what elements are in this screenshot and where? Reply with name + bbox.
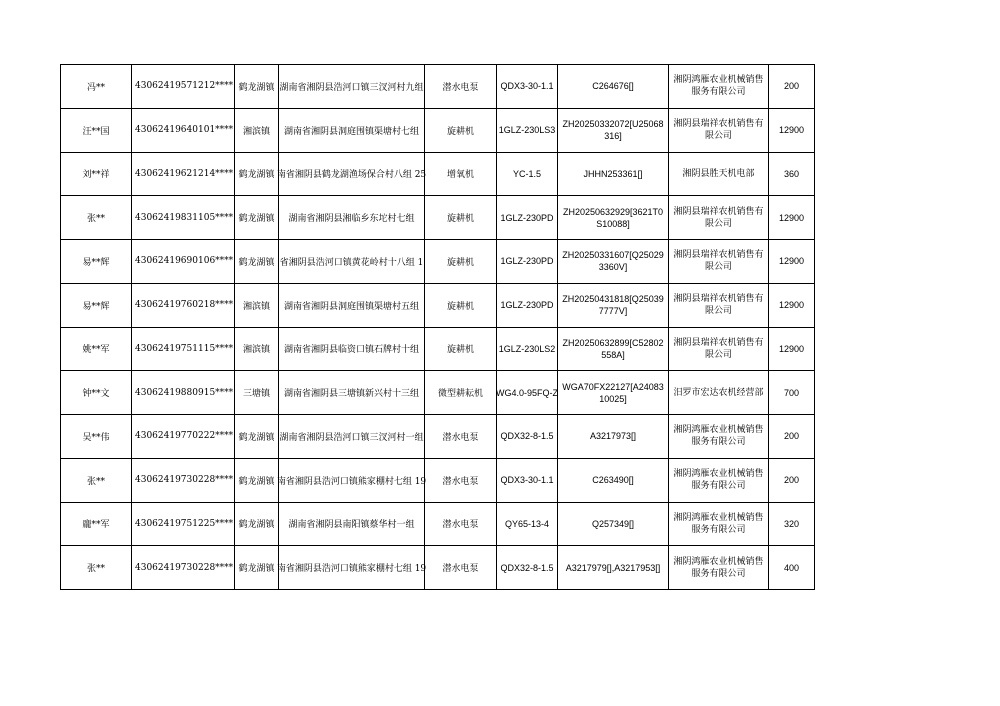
id-no-text: 43062419730228**** [135,475,234,486]
cell-machine [425,240,497,284]
cell-amount [769,283,815,327]
cell-name [61,371,132,415]
cell-town [235,415,279,459]
cell-machine [425,458,497,502]
cell-id-no [132,240,235,284]
model-text: QDX32-8-1.5 [500,562,554,573]
name-text: 易**辉 [82,301,110,312]
cell-model [497,458,558,502]
id-no-text: 43062419640101**** [135,125,234,136]
id-no-text: 43062419621214**** [135,168,234,179]
cell-amount [769,371,815,415]
serial-text: C263490[] [592,475,634,486]
cell-id-no [132,327,235,371]
dealer-text: 湘阴鸿雁农业机械销售服务有限公司 [673,469,764,492]
machine-text: 旋耕机 [446,126,474,137]
machine-text: 增氧机 [446,170,474,181]
cell-address [279,371,425,415]
amount-text: 12900 [778,300,805,311]
cell-dealer [669,65,769,109]
amount-text: 12900 [778,256,805,267]
cell-model [497,65,558,109]
cell-name [61,240,132,284]
cell-dealer [669,371,769,415]
clip-container [428,80,493,93]
cell-dealer [669,108,769,152]
clip-container [500,81,554,91]
clip-container [279,255,424,268]
machine-text: 潜水电泵 [442,564,479,575]
cell-id-no [132,546,235,590]
clip-container [282,211,421,224]
clip-container [276,167,427,181]
cell-machine [425,502,497,546]
clip-container [428,561,493,574]
cell-name [61,108,132,152]
id-no-text: 43062419751115**** [135,343,234,354]
clip-container [282,342,421,355]
clip-container [500,475,554,485]
dealer-text: 湘阴鸿雁农业机械销售服务有限公司 [673,425,764,448]
name-text: 刘**祥 [82,170,110,181]
clip-container [428,211,493,224]
cell-town [235,546,279,590]
table-row [61,108,815,152]
table-body [61,65,815,590]
dealer-text: 湘阴鸿雁农业机械销售服务有限公司 [673,556,764,579]
table-row [61,65,815,109]
model-text: YC-1.5 [512,168,541,179]
clip-container [238,474,275,487]
clip-container [500,300,554,310]
cell-dealer [669,458,769,502]
machine-text: 旋耕机 [446,214,474,225]
cell-dealer [669,502,769,546]
serial-text: ZH20250632929[3621T0S10088] [562,206,664,229]
cell-amount [769,152,815,196]
name-text: 钟**文 [82,389,110,400]
town-text: 三塘镇 [242,389,270,400]
cell-id-no [132,371,235,415]
cell-dealer [669,283,769,327]
dealer-text: 湘阴县瑞祥农机销售有限公司 [673,294,764,317]
clip-container [238,211,275,224]
clip-container [428,299,493,312]
name-text: 龐**军 [82,520,110,531]
cell-model [497,327,558,371]
clip-container [282,517,421,530]
model-text: 1GLZ-230PD [500,300,554,311]
table-row [61,502,815,546]
address-text: 南省湘阴县浩河口镇熊家棚村七组 19 [276,476,427,487]
cell-amount [769,327,815,371]
address-text: 湖南省湘阴县浩河口镇三汊河村九组 [279,82,424,93]
cell-model [497,415,558,459]
amount-text: 200 [783,475,800,486]
town-text: 鹤龙湖镇 [238,82,275,93]
cell-town [235,371,279,415]
amount-text: 200 [783,431,800,442]
address-text: 湖南省湘阴县三塘镇新兴村十三组 [283,389,419,400]
clip-container [238,561,275,574]
amount-text: 12900 [778,343,805,354]
address-text: 湖南省湘阴县洞庭围镇渠塘村七组 [283,126,419,137]
cell-dealer [669,152,769,196]
clip-container [428,386,493,399]
table-row [61,240,815,284]
machine-text: 潜水电泵 [442,476,479,487]
cell-machine [425,108,497,152]
clip-container [500,519,554,529]
cell-machine [425,546,497,590]
clip-container [282,386,421,399]
town-text: 鹤龙湖镇 [238,214,275,225]
cell-amount [769,108,815,152]
dealer-text: 湘阴县胜天机电部 [682,168,755,179]
clip-container [428,342,493,355]
serial-text: ZH20250431818[Q250397777V] [562,294,664,317]
cell-address [279,65,425,109]
address-text: 南省湘阴县鹤龙湖渔场保合村八组 25 [276,170,427,181]
cell-address [276,458,427,502]
cell-dealer [669,415,769,459]
town-text: 湘滨镇 [242,345,270,356]
clip-container [282,299,421,312]
cell-serial [558,371,669,415]
table-row [61,415,815,459]
cell-town [235,108,279,152]
clip-container [500,344,554,354]
address-text: 湖南省湘阴县南阳镇蔡华村一组 [288,520,415,531]
serial-text: JHHN253361[] [583,168,643,179]
dealer-text: 汨罗市宏达农机经营部 [673,387,764,398]
cell-id-no [132,152,235,196]
id-no-text: 43062419690106**** [135,256,234,267]
id-no-text: 43062419831105**** [135,212,234,223]
clip-container [238,430,275,443]
clip-container [500,256,554,266]
cell-town [235,458,279,502]
cell-name [61,283,132,327]
clip-container [276,474,427,487]
cell-town [235,283,279,327]
dealer-text: 湘阴县瑞祥农机销售有限公司 [673,250,764,273]
cell-address [279,283,425,327]
cell-serial [558,196,669,240]
clip-container [238,167,275,180]
machine-text: 潜水电泵 [442,520,479,531]
dealer-text: 湘阴县瑞祥农机销售有限公司 [673,206,764,229]
cell-model [497,196,558,240]
amount-text: 360 [783,168,800,179]
town-text: 湘滨镇 [242,301,270,312]
address-text: 湖南省湘阴县浩河口镇三汊河村一组 [279,432,424,443]
cell-dealer [669,546,769,590]
cell-town [235,240,279,284]
address-text: 湖南省湘阴县洞庭围镇渠塘村五组 [283,301,419,312]
cell-dealer [669,196,769,240]
cell-serial [558,108,669,152]
clip-container [428,430,493,443]
clip-container [500,125,554,135]
address-text: 省湘阴县浩河口镇黄花岭村十八组 1 [279,257,424,268]
model-text: 1GLZ-230LS3 [498,125,556,136]
cell-amount [769,458,815,502]
cell-serial [558,546,669,590]
cell-amount [769,240,815,284]
cell-id-no [132,196,235,240]
amount-text: 12900 [778,212,805,223]
id-no-text: 43062419571212**** [135,81,234,92]
table-row [61,546,815,590]
model-text: WG4.0-95FQ-Z [496,387,559,398]
cell-address [279,240,425,284]
cell-machine [425,196,497,240]
cell-amount [769,502,815,546]
cell-dealer [669,327,769,371]
town-text: 鹤龙湖镇 [238,520,275,531]
town-text: 鹤龙湖镇 [238,257,275,268]
cell-serial [558,502,669,546]
id-no-text: 43062419751225**** [135,518,234,529]
serial-text: Q257349[] [591,518,635,529]
clip-container [238,80,275,93]
cell-name [61,458,132,502]
clip-container [500,563,554,573]
clip-container [276,561,427,575]
name-text: 姚**军 [82,345,110,356]
cell-amount [769,196,815,240]
cell-id-no [132,108,235,152]
cell-name [61,546,132,590]
cell-serial [558,327,669,371]
clip-container [279,430,424,443]
cell-machine [425,327,497,371]
clip-container [428,167,493,180]
cell-model [497,152,558,196]
machine-text: 旋耕机 [446,301,474,312]
cell-model [497,240,558,284]
town-text: 鹤龙湖镇 [238,564,275,575]
cell-machine [425,65,497,109]
machine-text: 微型耕耘机 [437,389,483,400]
name-text: 张** [86,564,105,575]
cell-town [235,65,279,109]
cell-amount [769,415,815,459]
cell-serial [558,415,669,459]
cell-address [279,327,425,371]
clip-container [428,124,493,137]
clip-container [428,517,493,530]
cell-amount [769,546,815,590]
cell-machine [425,371,497,415]
clip-container [500,213,554,223]
cell-address [279,502,425,546]
model-text: 1GLZ-230PD [500,256,554,267]
clip-container [428,255,493,268]
clip-container [238,124,275,137]
serial-text: ZH20250331607[Q250293360V] [562,250,664,273]
address-text: 湖南省湘阴县临资口镇石牌村十组 [283,345,419,356]
cell-model [497,283,558,327]
table-row [61,327,815,371]
cell-machine [425,152,497,196]
table-row [61,458,815,502]
cell-address [279,108,425,152]
clip-container [279,80,424,93]
cell-serial [558,240,669,284]
clip-container [238,255,275,268]
cell-machine [425,283,497,327]
town-text: 鹤龙湖镇 [238,432,275,443]
cell-town [235,502,279,546]
clip-container [496,387,559,398]
cell-model [497,371,558,415]
cell-model [497,502,558,546]
machine-text: 潜水电泵 [442,432,479,443]
clip-container [500,431,554,441]
address-text: 南省湘阴县浩河口镇熊家棚村七组 19 [276,564,427,575]
amount-text: 12900 [778,125,805,136]
town-text: 鹤龙湖镇 [238,170,275,181]
dealer-text: 湘阴县瑞祥农机销售有限公司 [673,119,764,142]
name-text: 吴**伟 [82,432,110,443]
cell-name [61,65,132,109]
cell-address [276,152,427,196]
clip-container [282,124,421,137]
cell-machine [425,415,497,459]
cell-town [235,327,279,371]
cell-amount [769,65,815,109]
id-no-text: 43062419880915**** [135,387,234,398]
table-row [61,371,815,415]
dealer-text: 湘阴鸿雁农业机械销售服务有限公司 [673,75,764,98]
serial-text: A3217979[],A3217953[] [565,562,661,573]
cell-name [61,152,132,196]
amount-text: 400 [783,562,800,573]
town-text: 鹤龙湖镇 [238,476,275,487]
cell-serial [558,283,669,327]
cell-address [279,196,425,240]
cell-id-no [132,502,235,546]
cell-serial [558,458,669,502]
clip-container [238,299,275,312]
cell-model [497,546,558,590]
model-text: 1GLZ-230PD [500,212,554,223]
model-text: QY65-13-4 [504,518,550,529]
cell-address [279,415,425,459]
table-row [61,152,815,196]
cell-id-no [132,283,235,327]
clip-container [238,517,275,530]
cell-name [61,196,132,240]
dealer-text: 湘阴县瑞祥农机销售有限公司 [673,337,764,360]
serial-text: ZH20250332072[U25068316] [562,119,664,142]
dealer-text: 湘阴鸿雁农业机械销售服务有限公司 [673,512,764,535]
machine-text: 旋耕机 [446,345,474,356]
name-text: 张** [86,476,105,487]
serial-text: WGA70FX22127[A2408310025] [562,381,664,404]
clip-container [238,342,275,355]
cell-dealer [669,240,769,284]
name-text: 冯** [86,82,105,93]
cell-name [61,502,132,546]
cell-serial [558,152,669,196]
model-text: QDX32-8-1.5 [500,431,554,442]
serial-text: C264676[] [592,81,634,92]
clip-container [500,169,554,179]
id-no-text: 43062419760218**** [135,300,234,311]
id-no-text: 43062419770222**** [135,431,234,442]
clip-container [428,474,493,487]
table-row [61,196,815,240]
machine-text: 旋耕机 [446,257,474,268]
cell-model [497,108,558,152]
cell-address [276,546,427,590]
amount-text: 320 [783,518,800,529]
name-text: 易**辉 [82,257,110,268]
machine-text: 潜水电泵 [442,82,479,93]
serial-text: ZH20250632899[C52802558A] [562,337,664,360]
amount-text: 700 [783,387,800,398]
cell-town [235,152,279,196]
serial-text: A3217973[] [589,431,637,442]
id-no-text: 43062419730228**** [135,562,234,573]
cell-id-no [132,65,235,109]
cell-id-no [132,415,235,459]
table-row [61,283,815,327]
cell-id-no [132,458,235,502]
subsidy-table [60,64,815,590]
model-text: QDX3-30-1.1 [500,475,554,486]
model-text: QDX3-30-1.1 [500,81,554,92]
town-text: 湘滨镇 [242,126,270,137]
clip-container [238,386,275,399]
model-text: 1GLZ-230LS2 [498,343,556,354]
cell-name [61,415,132,459]
name-text: 汪**国 [82,126,110,137]
cell-name [61,327,132,371]
name-text: 张** [86,214,105,225]
amount-text: 200 [783,81,800,92]
cell-serial [558,65,669,109]
address-text: 湖南省湘阴县湘临乡东坨村七组 [288,214,415,225]
cell-town [235,196,279,240]
